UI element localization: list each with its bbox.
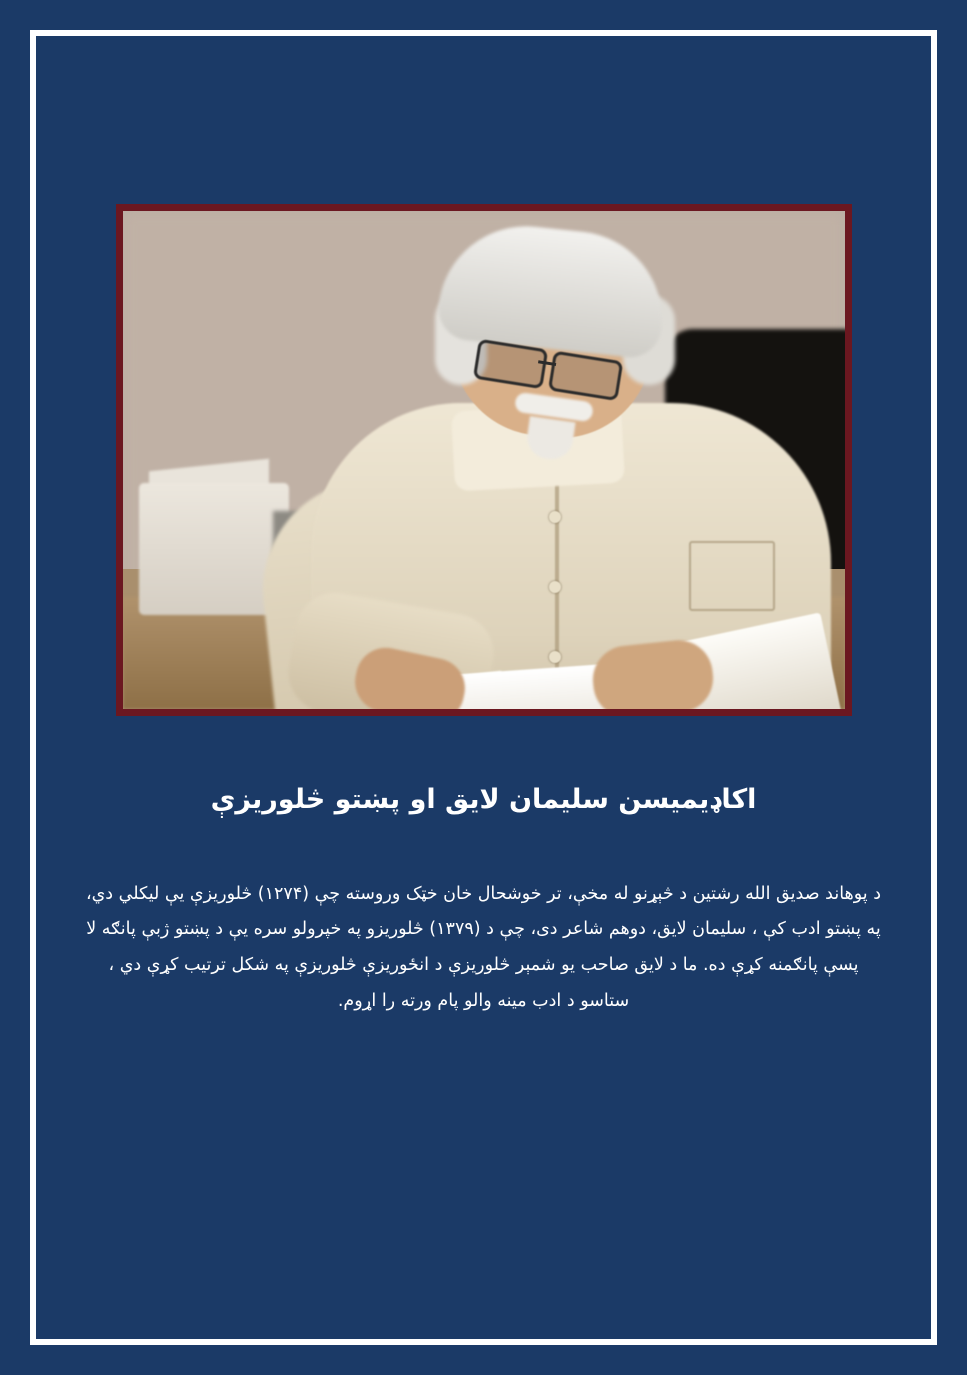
portrait-photo: [123, 211, 845, 709]
shirt-pocket: [689, 541, 775, 611]
shirt-button: [549, 511, 561, 523]
body-paragraph: د پوهاند صدیق الله رشتین د څېړنو له مخې، تر خوشحال خان خټک وروسته چې (۱۲۷۴) څلوریزې یې لیکلي دي، په پښتو ادب کې ، سلیمان لایق، دوهم شاعر دی، چې د (۱۳۷۹) څلوریزو په خپرولو سره یې د پښتو ژبې پانګه لا پسې پانګمنه کړې ده. ما د لایق صاحب یو شمېر څلوریزې د انځوریزې څلوریزې په شکل ترتیب کړې دي ، ستاسو د ادب مینه والو پام ورته را اړوم.: [85, 883, 882, 1012]
shirt-button: [549, 651, 561, 663]
page-content: [46, 46, 921, 1329]
portrait-photo-frame: [116, 204, 852, 716]
shirt-button: [549, 581, 561, 593]
page-title: اکاډیمیسن سلیمان لایق او پښتو څلوریزې: [210, 784, 757, 815]
